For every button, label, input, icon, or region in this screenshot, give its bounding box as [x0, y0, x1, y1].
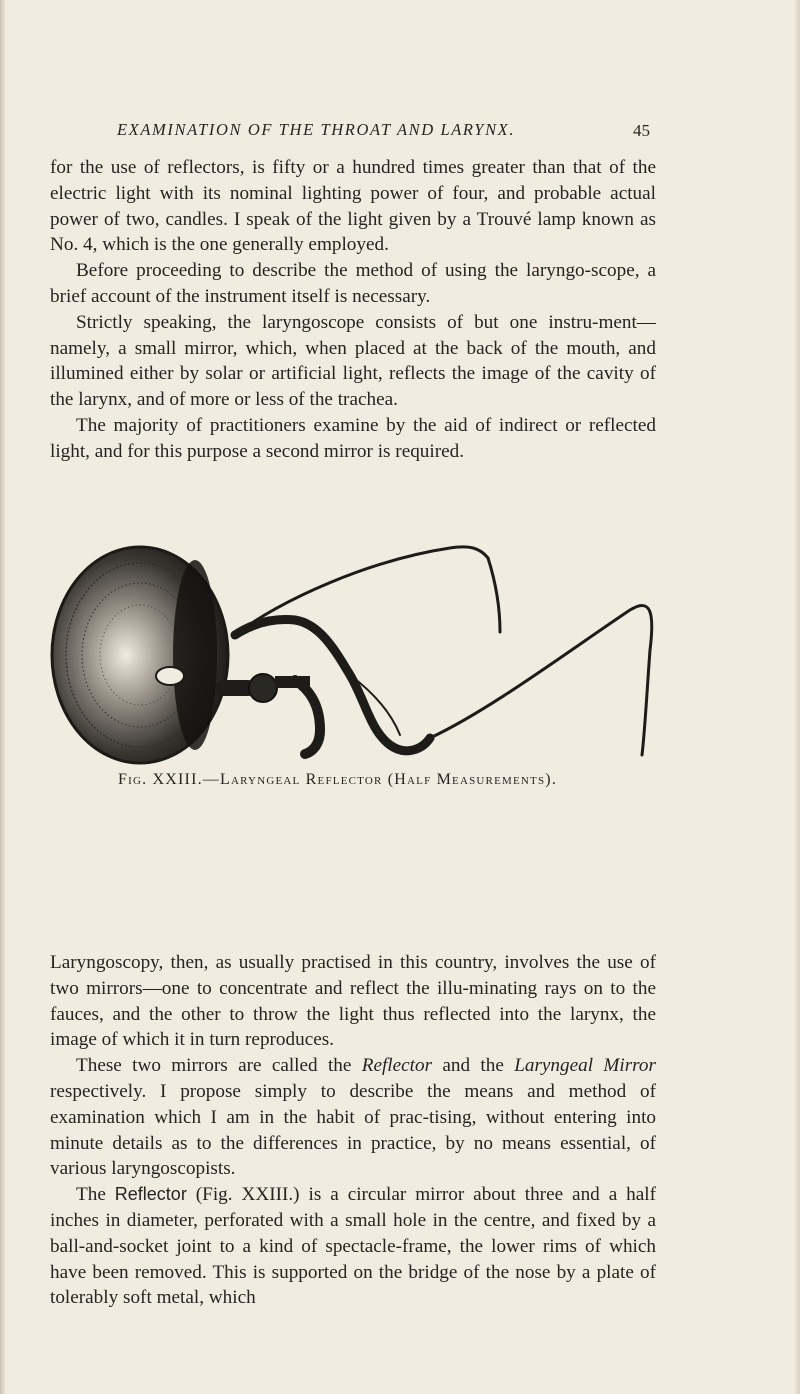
- page-edge-right: [794, 0, 800, 1394]
- body-text-top: [50, 155, 656, 465]
- text-run: respectively. I propose simply to describe the means and method of examination which I am in the habit of prac-tising, without entering into minute details as to the differences in practice, by no means essential, of various laryngoscopists.: [50, 1080, 656, 1180]
- mirror-disc: [52, 547, 228, 763]
- paragraph: Strictly speaking, the laryngoscope consists of but one instru-ment—namely, a small mirror, which, when placed at the back of the mouth, and illumined either by solar or artificial light, reflects the image of the cavity of the larynx, and of more or less of the trachea.: [50, 311, 656, 411]
- term-reflector: Reflector: [361, 1055, 433, 1077]
- paragraph: for the use of reflectors, is fifty or a hundred times greater than that of the electric light with its nominal lighting power of four, and probable actual power of two, candles. I speak of the light given by a Trouvé lamp known as No. 4, which is the one generally employed.: [50, 157, 656, 256]
- text-run: (Fig. XXIII.) is a circular mirror about three and a half inches in diameter, perforated with a small hole in the centre, and fixed by a ball-and-socket joint to a kind of spectacle-frame, the lower rims of which have been removed. This is supported on the bridge of the nose by a plate of tolerably soft metal, which: [50, 1184, 656, 1309]
- text-run: These two mirrors are called the: [76, 1055, 362, 1077]
- spectacle-frame: [235, 547, 652, 755]
- figure-caption: Fig. XXIII.—Laryngeal Reflector (Half Measurements).: [118, 771, 558, 788]
- running-title: EXAMINATION OF THE THROAT AND LARYNX.: [117, 120, 516, 139]
- running-head: [0, 120, 800, 144]
- body-text-bottom: [50, 950, 656, 1311]
- paragraph: The majority of practitioners examine by the aid of indirect or reflected light, and for this purpose a second mirror is required.: [50, 414, 656, 462]
- laryngeal-reflector-illustration: [50, 540, 690, 765]
- page-edge-left: [0, 0, 6, 1394]
- text-run: and the: [432, 1055, 515, 1077]
- term-laryngeal-mirror: Laryngeal Mirror: [514, 1055, 656, 1077]
- term-reflector-heading: Reflector: [114, 1184, 187, 1205]
- page-number: 45: [633, 121, 650, 140]
- paragraph: [50, 1182, 656, 1311]
- paragraph: Before proceeding to describe the method of using the laryngo-scope, a brief account of the instrument itself is necessary.: [50, 260, 656, 307]
- paragraph: [50, 1053, 656, 1182]
- text-run: The: [76, 1184, 115, 1206]
- reflector-engraving: [50, 540, 690, 765]
- paragraph: Laryngoscopy, then, as usually practised in this country, involves the use of two mirrors—one to concentrate and reflect the illu-minating rays on to the fauces, and the other to throw the light thus reflected into the larynx, the image of which it in turn reproduces.: [50, 952, 656, 1051]
